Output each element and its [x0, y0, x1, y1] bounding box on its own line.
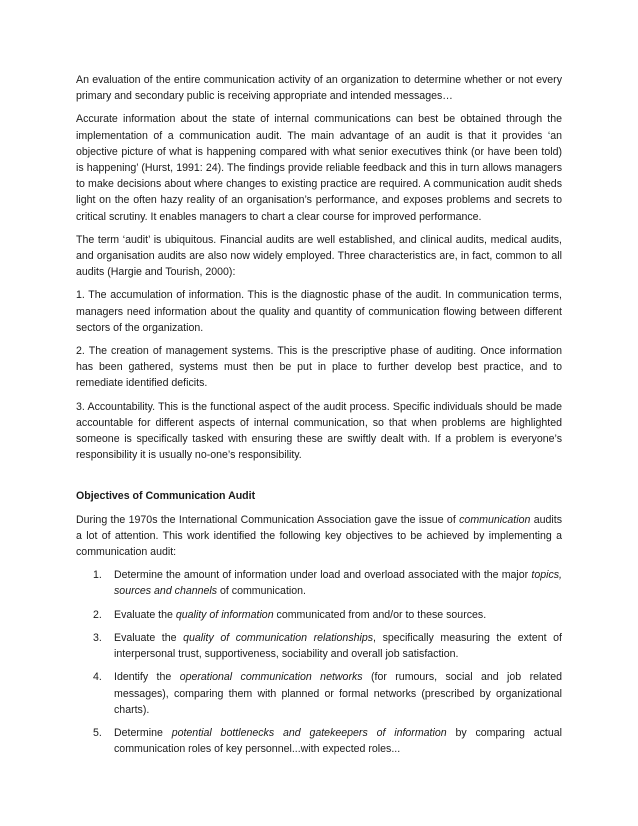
paragraph-definition: An evaluation of the entire communication activity of an organization to determine whether or not every primary and secondary public is receiving appropriate and intended messages… [76, 74, 562, 103]
list-item: 5. Determine potential bottlenecks and gatekeepers of information by comparing actual communication roles of key personnel...with expected roles... [93, 726, 563, 756]
list-item: 1. Determine the amount of information under load and overload associated with the major topics, sources and channels of communication. [93, 569, 562, 598]
paragraph-characteristic-3: 3. Accountability. This is the functional aspect of the audit process. Specific individuals should be made accountable for different aspects of internal communication, so that when problems are highlighted someone is specifically tasked with ensuring these are swiftly dealt with. If a problem is everyone’s responsibility it is usually no-one’s responsibility. [76, 400, 562, 462]
objectives-list [76, 567, 562, 757]
document-page [76, 72, 562, 764]
list-item: 3. Evaluate the quality of communication relationships, specifically measuring the extent of interpersonal trust, supportiveness, sociability and overall job satisfaction. [93, 631, 562, 661]
section-heading: Objectives of Communication Audit [76, 490, 256, 503]
objectives-intro: During the 1970s the International Communication Association gave the issue of communication audits a lot of attention. This work identified the following key objectives to be achieved by implementing a communication audit: [76, 513, 562, 559]
paragraph-audit-advantage: Accurate information about the state of internal communications can best be obtained through the implementation of a communication audit. The main advantage of an audit is that it provides ‘an objective picture of what is happening compared with what senior executives think (or have been told) is happening’ (Hurst, 1991: 24). The findings provide reliable feedback and this in turn allows managers to make decisions about where changes to existing practice are required. A communication audit sheds light on the often hazy reality of an organisation’s performance, and exposes problems and secrets to critical scrutiny. It enables managers to chart a clear course for improved performance. [76, 113, 562, 223]
paragraph-characteristic-2: 2. The creation of management systems. This is the prescriptive phase of auditing. Once information has been gathered, systems must then be put in place to further develop best practice, and to remediate identified deficits. [76, 345, 562, 390]
list-item: 4. Identify the operational communication networks (for rumours, social and job related messages), comparing them with planned or formal networks (prescribed by organizational charts). [93, 671, 562, 716]
paragraph-audit-term: The term ‘audit’ is ubiquitous. Financial audits are well established, and clinical audits, medical audits, and organisation audits are also now widely employed. Three characteristics are, in fact, common to all audits (Hargie and Tourish, 2000): [76, 233, 562, 279]
section-spacer [76, 470, 562, 488]
list-item: 2. Evaluate the quality of information communicated from and/or to these sources. [93, 608, 487, 621]
paragraph-characteristic-1: 1. The accumulation of information. This is the diagnostic phase of the audit. In communication terms, managers need information about the quality and quantity of communication flowing between different sectors of the organization. [76, 289, 562, 334]
